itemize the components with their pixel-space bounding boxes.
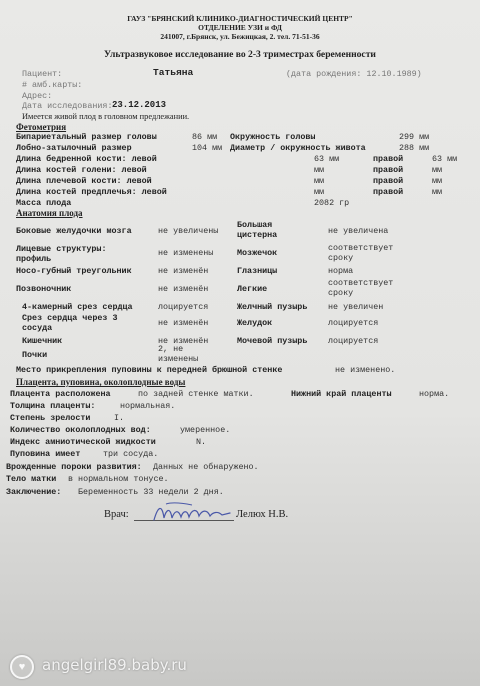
bone-left-value: мм xyxy=(314,176,325,186)
anatomy-label: Позвоночник xyxy=(16,284,72,294)
conclusion-value: Беременность 33 недели 2 дня. xyxy=(78,487,224,497)
anatomy-value: не изменён xyxy=(158,336,209,346)
bone-right-value: 63 мм xyxy=(432,154,458,164)
placenta-maturity-value: I. xyxy=(114,413,125,423)
anatomy-label: 4-камерный срез сердца xyxy=(22,302,133,312)
placenta-edge-label: Нижний край плаценты xyxy=(291,389,392,399)
placenta-heading: Плацента, пуповина, околоплодные воды xyxy=(16,377,186,387)
fetometry-label: Бипариетальный размер головы xyxy=(16,132,157,142)
amniotic-index-value: N. xyxy=(196,437,207,447)
anatomy-value: не увеличены xyxy=(158,226,219,236)
defects-value: Данных не обнаружено. xyxy=(153,462,259,472)
doctor-signature xyxy=(152,500,232,524)
site-watermark: angelgirl89.baby.ru xyxy=(42,656,187,674)
anatomy-value: не увеличен xyxy=(328,302,384,312)
anatomy-label: Желудок xyxy=(237,318,273,328)
anatomy-value: соответствует сроку xyxy=(328,278,394,298)
mass-label: Масса плода xyxy=(16,198,72,208)
anatomy-label: Срез сердца через 3 сосуда xyxy=(22,313,118,333)
anatomy-value: не изменён xyxy=(158,318,209,328)
anatomy-label: Почки xyxy=(22,350,48,360)
doctor-name: Лелюх Н.В. xyxy=(236,509,289,520)
anatomy-label: Легкие xyxy=(237,284,268,294)
exam-date: 23.12.2013 xyxy=(112,100,167,110)
bone-right-label: правой xyxy=(373,154,404,164)
anatomy-value: лоцируется xyxy=(328,336,379,346)
cord-attachment-value: не изменено. xyxy=(335,365,396,375)
bone-right-label: правой xyxy=(373,176,404,186)
fetometry-value: 104 мм xyxy=(192,143,223,153)
address-label: Адрес: xyxy=(22,91,53,101)
date-label: Дата исследования: xyxy=(22,101,113,111)
placenta-edge-value: норма. xyxy=(419,389,450,399)
anatomy-label: Боковые желудочки мозга xyxy=(16,226,132,236)
uterus-label: Тело матки xyxy=(6,474,57,484)
anatomy-value: не изменён xyxy=(158,266,209,276)
placenta-location-value: по задней стенке матки. xyxy=(138,389,254,399)
fetometry-value: 288 мм xyxy=(399,143,430,153)
bone-right-value: мм xyxy=(432,176,443,186)
bone-label: Длина бедренной кости: левой xyxy=(16,154,157,164)
anatomy-value: лоцируется xyxy=(328,318,379,328)
patient-label: Пациент: xyxy=(22,69,63,79)
anatomy-label: Большая цистерна xyxy=(237,220,278,240)
bone-left-value: мм xyxy=(314,187,325,197)
doctor-label: Врач: xyxy=(104,509,129,520)
amniotic-fluid-value: умеренное. xyxy=(180,425,231,435)
anatomy-label: Носо-губный треугольник xyxy=(16,266,132,276)
anatomy-label: Глазницы xyxy=(237,266,278,276)
anatomy-value: не изменён xyxy=(158,284,209,294)
bone-right-label: правой xyxy=(373,187,404,197)
uterus-value: в нормальном тонусе. xyxy=(68,474,169,484)
fetometry-value: 86 мм xyxy=(192,132,218,142)
anatomy-value: не изменены xyxy=(158,248,214,258)
fetometry-value: 299 мм xyxy=(399,132,430,142)
anatomy-label: Кишечник xyxy=(22,336,63,346)
placenta-location-label: Плацента расположена xyxy=(10,389,111,399)
cord-attachment-label: Место прикрепления пуповины к передней брюшной стенке xyxy=(16,365,283,375)
anatomy-label: Желчный пузырь xyxy=(237,302,308,312)
anatomy-value: соответствует сроку xyxy=(328,243,394,263)
bone-left-value: 63 мм xyxy=(314,154,340,164)
mass-value: 2082 гр xyxy=(314,198,350,208)
amniotic-index-label: Индекс амниотической жидкости xyxy=(10,437,156,447)
document-title: Ультразвуковое исследование во 2-3 триместрах беременности xyxy=(104,49,376,60)
fetometry-label: Лобно-затылочный размер xyxy=(16,143,132,153)
umbilical-cord-value: три сосуда. xyxy=(103,449,159,459)
anatomy-value: 2, не изменены xyxy=(158,344,199,364)
patient-name: Татьяна xyxy=(153,67,194,78)
org-line: ГАУЗ "БРЯНСКИЙ КЛИНИКО-ДИАГНОСТИЧЕСКИЙ ЦЕНТР" xyxy=(127,14,353,23)
placenta-thickness-label: Толщина плаценты: xyxy=(10,401,96,411)
heart-logo-icon: ♥ xyxy=(10,655,34,679)
bone-label: Длина плечевой кости: левой xyxy=(16,176,152,186)
dept-line: ОТДЕЛЕНИЕ УЗИ и ФД xyxy=(198,23,282,32)
card-label: # амб.карты: xyxy=(22,80,83,90)
anatomy-value: не увеличена xyxy=(328,226,389,236)
fetometry-heading: Фетометрия xyxy=(16,122,67,132)
placenta-maturity-label: Степень зрелости xyxy=(10,413,91,423)
defects-label: Врожденные пороки развития: xyxy=(6,462,142,472)
conclusion-label: Заключение: xyxy=(6,487,62,497)
amniotic-fluid-label: Количество околоплодных вод: xyxy=(10,425,151,435)
fetometry-label: Окружность головы xyxy=(230,132,316,142)
anatomy-label: Мочевой пузырь xyxy=(237,336,308,346)
bone-label: Длина костей голени: левой xyxy=(16,165,147,175)
anatomy-heading: Анатомия плода xyxy=(16,208,83,218)
patient-birth: (дата рождения: 12.10.1989) xyxy=(286,69,422,79)
anatomy-value: лоцируется xyxy=(158,302,209,312)
anatomy-value: норма xyxy=(328,266,354,276)
bone-right-value: мм xyxy=(432,165,443,175)
bone-right-value: мм xyxy=(432,187,443,197)
placenta-thickness-value: нормальная. xyxy=(120,401,176,411)
bone-right-label: правой xyxy=(373,165,404,175)
anatomy-label: Лицевые структуры: профиль xyxy=(16,244,107,264)
presentation-text: Имеется живой плод в головном предлежании. xyxy=(22,112,190,121)
bone-left-value: мм xyxy=(314,165,325,175)
address-line: 241007, г.Брянск, ул. Бежицкая, 2. тел. 71-51-36 xyxy=(160,32,320,41)
anatomy-label: Мозжечок xyxy=(237,248,278,258)
bone-label: Длина костей предплечья: левой xyxy=(16,187,167,197)
umbilical-cord-label: Пуповина имеет xyxy=(10,449,81,459)
fetometry-label: Диаметр / окружность живота xyxy=(230,143,366,153)
